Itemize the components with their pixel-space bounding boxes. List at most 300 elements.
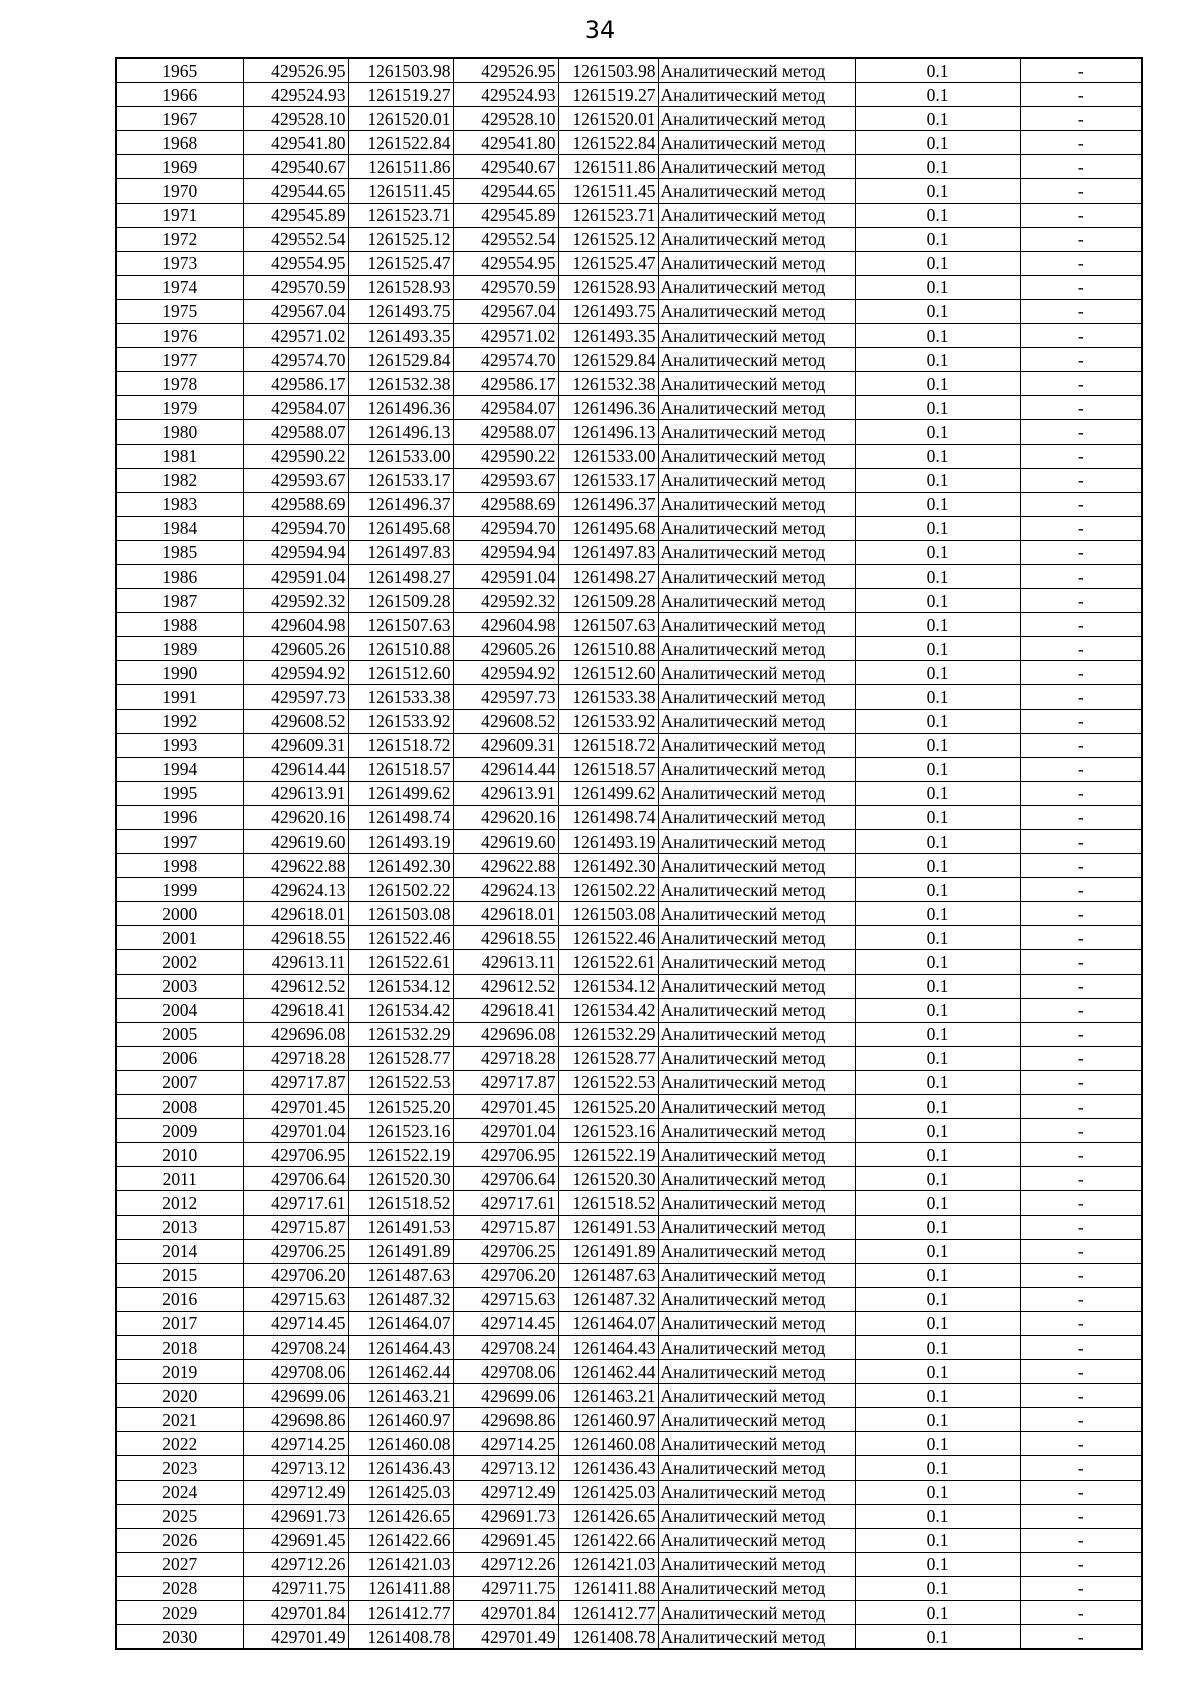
method-cell: Аналитический метод	[658, 444, 855, 468]
y-existing-cell: 1261499.62	[348, 781, 453, 805]
x-existing-cell: 429540.67	[243, 155, 348, 179]
table-row	[116, 589, 1142, 613]
accuracy-cell: 0.1	[855, 950, 1020, 974]
x-existing-cell: 429717.61	[243, 1191, 348, 1215]
x-specified-cell: 429590.22	[453, 444, 558, 468]
point-number-cell: 1978	[116, 372, 243, 396]
x-specified-cell: 429706.64	[453, 1167, 558, 1191]
note-cell: -	[1020, 1504, 1142, 1528]
y-existing-cell: 1261411.88	[348, 1576, 453, 1600]
y-existing-cell: 1261496.36	[348, 396, 453, 420]
x-specified-cell: 429574.70	[453, 348, 558, 372]
accuracy-cell: 0.1	[855, 1191, 1020, 1215]
x-existing-cell: 429701.45	[243, 1095, 348, 1119]
note-cell: -	[1020, 1143, 1142, 1167]
accuracy-cell: 0.1	[855, 637, 1020, 661]
table-row	[116, 1263, 1142, 1287]
accuracy-cell: 0.1	[855, 1119, 1020, 1143]
x-specified-cell: 429715.87	[453, 1215, 558, 1239]
point-number-cell: 2000	[116, 902, 243, 926]
method-cell: Аналитический метод	[658, 1432, 855, 1456]
x-existing-cell: 429594.92	[243, 661, 348, 685]
y-specified-cell: 1261519.27	[558, 83, 658, 107]
x-existing-cell: 429708.24	[243, 1335, 348, 1359]
method-cell: Аналитический метод	[658, 661, 855, 685]
point-number-cell: 2021	[116, 1408, 243, 1432]
x-existing-cell: 429691.73	[243, 1504, 348, 1528]
x-specified-cell: 429701.49	[453, 1625, 558, 1650]
note-cell: -	[1020, 661, 1142, 685]
accuracy-cell: 0.1	[855, 1095, 1020, 1119]
note-cell: -	[1020, 468, 1142, 492]
method-cell: Аналитический метод	[658, 1480, 855, 1504]
method-cell: Аналитический метод	[658, 1601, 855, 1625]
x-specified-cell: 429594.70	[453, 516, 558, 540]
y-specified-cell: 1261436.43	[558, 1456, 658, 1480]
x-specified-cell: 429718.28	[453, 1046, 558, 1070]
point-number-cell: 2019	[116, 1360, 243, 1384]
x-specified-cell: 429701.04	[453, 1119, 558, 1143]
accuracy-cell: 0.1	[855, 396, 1020, 420]
x-specified-cell: 429691.45	[453, 1528, 558, 1552]
point-number-cell: 1983	[116, 492, 243, 516]
note-cell: -	[1020, 685, 1142, 709]
x-existing-cell: 429524.93	[243, 83, 348, 107]
x-specified-cell: 429701.45	[453, 1095, 558, 1119]
y-existing-cell: 1261525.20	[348, 1095, 453, 1119]
x-specified-cell: 429717.87	[453, 1070, 558, 1094]
note-cell: -	[1020, 107, 1142, 131]
note-cell: -	[1020, 1191, 1142, 1215]
method-cell: Аналитический метод	[658, 1504, 855, 1528]
table-row	[116, 107, 1142, 131]
method-cell: Аналитический метод	[658, 805, 855, 829]
method-cell: Аналитический метод	[658, 974, 855, 998]
note-cell: -	[1020, 805, 1142, 829]
y-existing-cell: 1261491.89	[348, 1239, 453, 1263]
y-existing-cell: 1261523.71	[348, 203, 453, 227]
table-row	[116, 1239, 1142, 1263]
note-cell: -	[1020, 227, 1142, 251]
table-row	[116, 1408, 1142, 1432]
note-cell: -	[1020, 926, 1142, 950]
accuracy-cell: 0.1	[855, 1625, 1020, 1650]
table-row	[116, 516, 1142, 540]
accuracy-cell: 0.1	[855, 468, 1020, 492]
note-cell: -	[1020, 131, 1142, 155]
point-number-cell: 2017	[116, 1311, 243, 1335]
x-existing-cell: 429597.73	[243, 685, 348, 709]
x-specified-cell: 429567.04	[453, 299, 558, 323]
note-cell: -	[1020, 1625, 1142, 1650]
note-cell: -	[1020, 1046, 1142, 1070]
coordinates-table	[115, 57, 1143, 1650]
table-row	[116, 372, 1142, 396]
x-specified-cell: 429706.25	[453, 1239, 558, 1263]
y-existing-cell: 1261528.77	[348, 1046, 453, 1070]
y-existing-cell: 1261425.03	[348, 1480, 453, 1504]
method-cell: Аналитический метод	[658, 1191, 855, 1215]
y-specified-cell: 1261503.08	[558, 902, 658, 926]
y-specified-cell: 1261412.77	[558, 1601, 658, 1625]
accuracy-cell: 0.1	[855, 107, 1020, 131]
point-number-cell: 1997	[116, 830, 243, 854]
x-existing-cell: 429528.10	[243, 107, 348, 131]
x-existing-cell: 429712.26	[243, 1552, 348, 1576]
accuracy-cell: 0.1	[855, 805, 1020, 829]
x-specified-cell: 429701.84	[453, 1601, 558, 1625]
point-number-cell: 2027	[116, 1552, 243, 1576]
y-specified-cell: 1261522.19	[558, 1143, 658, 1167]
accuracy-cell: 0.1	[855, 998, 1020, 1022]
x-specified-cell: 429699.06	[453, 1384, 558, 1408]
point-number-cell: 2002	[116, 950, 243, 974]
method-cell: Аналитический метод	[658, 757, 855, 781]
x-existing-cell: 429592.32	[243, 589, 348, 613]
y-existing-cell: 1261525.12	[348, 227, 453, 251]
x-existing-cell: 429620.16	[243, 805, 348, 829]
y-existing-cell: 1261509.28	[348, 589, 453, 613]
method-cell: Аналитический метод	[658, 1215, 855, 1239]
method-cell: Аналитический метод	[658, 540, 855, 564]
method-cell: Аналитический метод	[658, 1360, 855, 1384]
point-number-cell: 2014	[116, 1239, 243, 1263]
table-row	[116, 950, 1142, 974]
point-number-cell: 1979	[116, 396, 243, 420]
accuracy-cell: 0.1	[855, 155, 1020, 179]
table-row	[116, 1432, 1142, 1456]
accuracy-cell: 0.1	[855, 1601, 1020, 1625]
x-existing-cell: 429594.94	[243, 540, 348, 564]
accuracy-cell: 0.1	[855, 589, 1020, 613]
note-cell: -	[1020, 589, 1142, 613]
method-cell: Аналитический метод	[658, 299, 855, 323]
method-cell: Аналитический метод	[658, 709, 855, 733]
accuracy-cell: 0.1	[855, 733, 1020, 757]
y-existing-cell: 1261507.63	[348, 613, 453, 637]
y-specified-cell: 1261509.28	[558, 589, 658, 613]
accuracy-cell: 0.1	[855, 1504, 1020, 1528]
x-existing-cell: 429591.04	[243, 564, 348, 588]
table-row	[116, 1119, 1142, 1143]
note-cell: -	[1020, 1384, 1142, 1408]
y-specified-cell: 1261522.53	[558, 1070, 658, 1094]
x-specified-cell: 429584.07	[453, 396, 558, 420]
table-row	[116, 998, 1142, 1022]
accuracy-cell: 0.1	[855, 1576, 1020, 1600]
point-number-cell: 1974	[116, 275, 243, 299]
y-specified-cell: 1261523.71	[558, 203, 658, 227]
point-number-cell: 1994	[116, 757, 243, 781]
y-existing-cell: 1261522.53	[348, 1070, 453, 1094]
table-row	[116, 1287, 1142, 1311]
note-cell: -	[1020, 1215, 1142, 1239]
table-row	[116, 155, 1142, 179]
method-cell: Аналитический метод	[658, 564, 855, 588]
note-cell: -	[1020, 1601, 1142, 1625]
x-existing-cell: 429593.67	[243, 468, 348, 492]
x-existing-cell: 429715.87	[243, 1215, 348, 1239]
point-number-cell: 2004	[116, 998, 243, 1022]
x-existing-cell: 429588.07	[243, 420, 348, 444]
x-specified-cell: 429613.11	[453, 950, 558, 974]
note-cell: -	[1020, 540, 1142, 564]
y-existing-cell: 1261518.57	[348, 757, 453, 781]
table-row	[116, 420, 1142, 444]
point-number-cell: 1966	[116, 83, 243, 107]
x-specified-cell: 429541.80	[453, 131, 558, 155]
method-cell: Аналитический метод	[658, 1046, 855, 1070]
note-cell: -	[1020, 1480, 1142, 1504]
y-specified-cell: 1261498.27	[558, 564, 658, 588]
table-row	[116, 131, 1142, 155]
x-specified-cell: 429711.75	[453, 1576, 558, 1600]
method-cell: Аналитический метод	[658, 468, 855, 492]
x-existing-cell: 429613.11	[243, 950, 348, 974]
note-cell: -	[1020, 203, 1142, 227]
method-cell: Аналитический метод	[658, 950, 855, 974]
table-row	[116, 1022, 1142, 1046]
x-specified-cell: 429613.91	[453, 781, 558, 805]
y-specified-cell: 1261518.57	[558, 757, 658, 781]
note-cell: -	[1020, 372, 1142, 396]
y-specified-cell: 1261460.08	[558, 1432, 658, 1456]
method-cell: Аналитический метод	[658, 781, 855, 805]
note-cell: -	[1020, 1022, 1142, 1046]
x-existing-cell: 429567.04	[243, 299, 348, 323]
y-specified-cell: 1261491.53	[558, 1215, 658, 1239]
y-specified-cell: 1261511.86	[558, 155, 658, 179]
point-number-cell: 1999	[116, 878, 243, 902]
method-cell: Аналитический метод	[658, 589, 855, 613]
x-specified-cell: 429715.63	[453, 1287, 558, 1311]
y-specified-cell: 1261426.65	[558, 1504, 658, 1528]
method-cell: Аналитический метод	[658, 902, 855, 926]
note-cell: -	[1020, 348, 1142, 372]
table-row	[116, 926, 1142, 950]
x-specified-cell: 429524.93	[453, 83, 558, 107]
y-existing-cell: 1261522.61	[348, 950, 453, 974]
method-cell: Аналитический метод	[658, 926, 855, 950]
y-existing-cell: 1261502.22	[348, 878, 453, 902]
point-number-cell: 1985	[116, 540, 243, 564]
x-specified-cell: 429708.06	[453, 1360, 558, 1384]
table-row	[116, 58, 1142, 83]
table-row	[116, 468, 1142, 492]
note-cell: -	[1020, 58, 1142, 83]
x-specified-cell: 429618.55	[453, 926, 558, 950]
point-number-cell: 1982	[116, 468, 243, 492]
method-cell: Аналитический метод	[658, 1335, 855, 1359]
point-number-cell: 2012	[116, 1191, 243, 1215]
x-existing-cell: 429624.13	[243, 878, 348, 902]
y-existing-cell: 1261529.84	[348, 348, 453, 372]
table-row	[116, 974, 1142, 998]
x-existing-cell: 429718.28	[243, 1046, 348, 1070]
accuracy-cell: 0.1	[855, 974, 1020, 998]
table-row	[116, 1625, 1142, 1650]
accuracy-cell: 0.1	[855, 83, 1020, 107]
y-existing-cell: 1261464.07	[348, 1311, 453, 1335]
accuracy-cell: 0.1	[855, 926, 1020, 950]
accuracy-cell: 0.1	[855, 324, 1020, 348]
accuracy-cell: 0.1	[855, 1287, 1020, 1311]
y-specified-cell: 1261532.38	[558, 372, 658, 396]
method-cell: Аналитический метод	[658, 131, 855, 155]
table-row	[116, 1311, 1142, 1335]
accuracy-cell: 0.1	[855, 227, 1020, 251]
accuracy-cell: 0.1	[855, 757, 1020, 781]
y-existing-cell: 1261519.27	[348, 83, 453, 107]
y-specified-cell: 1261502.22	[558, 878, 658, 902]
accuracy-cell: 0.1	[855, 1070, 1020, 1094]
method-cell: Аналитический метод	[658, 492, 855, 516]
point-number-cell: 2003	[116, 974, 243, 998]
y-existing-cell: 1261534.12	[348, 974, 453, 998]
y-specified-cell: 1261522.84	[558, 131, 658, 155]
accuracy-cell: 0.1	[855, 492, 1020, 516]
method-cell: Аналитический метод	[658, 1119, 855, 1143]
note-cell: -	[1020, 420, 1142, 444]
note-cell: -	[1020, 1432, 1142, 1456]
method-cell: Аналитический метод	[658, 1384, 855, 1408]
x-existing-cell: 429618.55	[243, 926, 348, 950]
y-specified-cell: 1261411.88	[558, 1576, 658, 1600]
x-existing-cell: 429570.59	[243, 275, 348, 299]
y-specified-cell: 1261421.03	[558, 1552, 658, 1576]
x-specified-cell: 429540.67	[453, 155, 558, 179]
point-number-cell: 2010	[116, 1143, 243, 1167]
accuracy-cell: 0.1	[855, 1239, 1020, 1263]
y-existing-cell: 1261492.30	[348, 854, 453, 878]
x-specified-cell: 429619.60	[453, 830, 558, 854]
y-existing-cell: 1261518.52	[348, 1191, 453, 1215]
x-existing-cell: 429604.98	[243, 613, 348, 637]
y-specified-cell: 1261528.77	[558, 1046, 658, 1070]
method-cell: Аналитический метод	[658, 179, 855, 203]
table-row	[116, 227, 1142, 251]
x-specified-cell: 429614.44	[453, 757, 558, 781]
note-cell: -	[1020, 1095, 1142, 1119]
table-row	[116, 781, 1142, 805]
method-cell: Аналитический метод	[658, 203, 855, 227]
x-existing-cell: 429696.08	[243, 1022, 348, 1046]
note-cell: -	[1020, 1528, 1142, 1552]
point-number-cell: 1971	[116, 203, 243, 227]
point-number-cell: 2024	[116, 1480, 243, 1504]
table-row	[116, 1456, 1142, 1480]
y-existing-cell: 1261503.08	[348, 902, 453, 926]
point-number-cell: 1980	[116, 420, 243, 444]
accuracy-cell: 0.1	[855, 854, 1020, 878]
y-existing-cell: 1261463.21	[348, 1384, 453, 1408]
table-row	[116, 251, 1142, 275]
x-existing-cell: 429554.95	[243, 251, 348, 275]
accuracy-cell: 0.1	[855, 1311, 1020, 1335]
y-specified-cell: 1261408.78	[558, 1625, 658, 1650]
accuracy-cell: 0.1	[855, 131, 1020, 155]
accuracy-cell: 0.1	[855, 251, 1020, 275]
x-existing-cell: 429584.07	[243, 396, 348, 420]
table-row	[116, 854, 1142, 878]
note-cell: -	[1020, 1070, 1142, 1094]
accuracy-cell: 0.1	[855, 1528, 1020, 1552]
accuracy-cell: 0.1	[855, 1456, 1020, 1480]
accuracy-cell: 0.1	[855, 613, 1020, 637]
table-row	[116, 1601, 1142, 1625]
accuracy-cell: 0.1	[855, 1263, 1020, 1287]
table-row	[116, 1215, 1142, 1239]
method-cell: Аналитический метод	[658, 1408, 855, 1432]
y-specified-cell: 1261463.21	[558, 1384, 658, 1408]
x-existing-cell: 429590.22	[243, 444, 348, 468]
accuracy-cell: 0.1	[855, 516, 1020, 540]
accuracy-cell: 0.1	[855, 1480, 1020, 1504]
y-specified-cell: 1261534.42	[558, 998, 658, 1022]
table-row	[116, 757, 1142, 781]
y-specified-cell: 1261525.20	[558, 1095, 658, 1119]
point-number-cell: 2028	[116, 1576, 243, 1600]
y-specified-cell: 1261523.16	[558, 1119, 658, 1143]
note-cell: -	[1020, 1408, 1142, 1432]
y-specified-cell: 1261518.52	[558, 1191, 658, 1215]
y-existing-cell: 1261426.65	[348, 1504, 453, 1528]
point-number-cell: 2025	[116, 1504, 243, 1528]
x-existing-cell: 429717.87	[243, 1070, 348, 1094]
y-specified-cell: 1261487.32	[558, 1287, 658, 1311]
y-specified-cell: 1261487.63	[558, 1263, 658, 1287]
x-existing-cell: 429605.26	[243, 637, 348, 661]
accuracy-cell: 0.1	[855, 1215, 1020, 1239]
method-cell: Аналитический метод	[658, 1070, 855, 1094]
accuracy-cell: 0.1	[855, 1432, 1020, 1456]
x-specified-cell: 429696.08	[453, 1022, 558, 1046]
y-existing-cell: 1261522.84	[348, 131, 453, 155]
note-cell: -	[1020, 974, 1142, 998]
x-existing-cell: 429613.91	[243, 781, 348, 805]
x-existing-cell: 429715.63	[243, 1287, 348, 1311]
y-specified-cell: 1261507.63	[558, 613, 658, 637]
method-cell: Аналитический метод	[658, 637, 855, 661]
method-cell: Аналитический метод	[658, 516, 855, 540]
y-existing-cell: 1261408.78	[348, 1625, 453, 1650]
point-number-cell: 1976	[116, 324, 243, 348]
note-cell: -	[1020, 613, 1142, 637]
accuracy-cell: 0.1	[855, 1022, 1020, 1046]
x-existing-cell: 429706.20	[243, 1263, 348, 1287]
y-existing-cell: 1261522.19	[348, 1143, 453, 1167]
y-existing-cell: 1261522.46	[348, 926, 453, 950]
table-row	[116, 1552, 1142, 1576]
note-cell: -	[1020, 1287, 1142, 1311]
x-existing-cell: 429706.64	[243, 1167, 348, 1191]
x-specified-cell: 429528.10	[453, 107, 558, 131]
table-row	[116, 203, 1142, 227]
point-number-cell: 1988	[116, 613, 243, 637]
point-number-cell: 1975	[116, 299, 243, 323]
point-number-cell: 1993	[116, 733, 243, 757]
y-specified-cell: 1261493.75	[558, 299, 658, 323]
note-cell: -	[1020, 492, 1142, 516]
note-cell: -	[1020, 324, 1142, 348]
accuracy-cell: 0.1	[855, 420, 1020, 444]
table-row	[116, 878, 1142, 902]
accuracy-cell: 0.1	[855, 830, 1020, 854]
note-cell: -	[1020, 637, 1142, 661]
point-number-cell: 1968	[116, 131, 243, 155]
y-existing-cell: 1261518.72	[348, 733, 453, 757]
x-specified-cell: 429526.95	[453, 58, 558, 83]
